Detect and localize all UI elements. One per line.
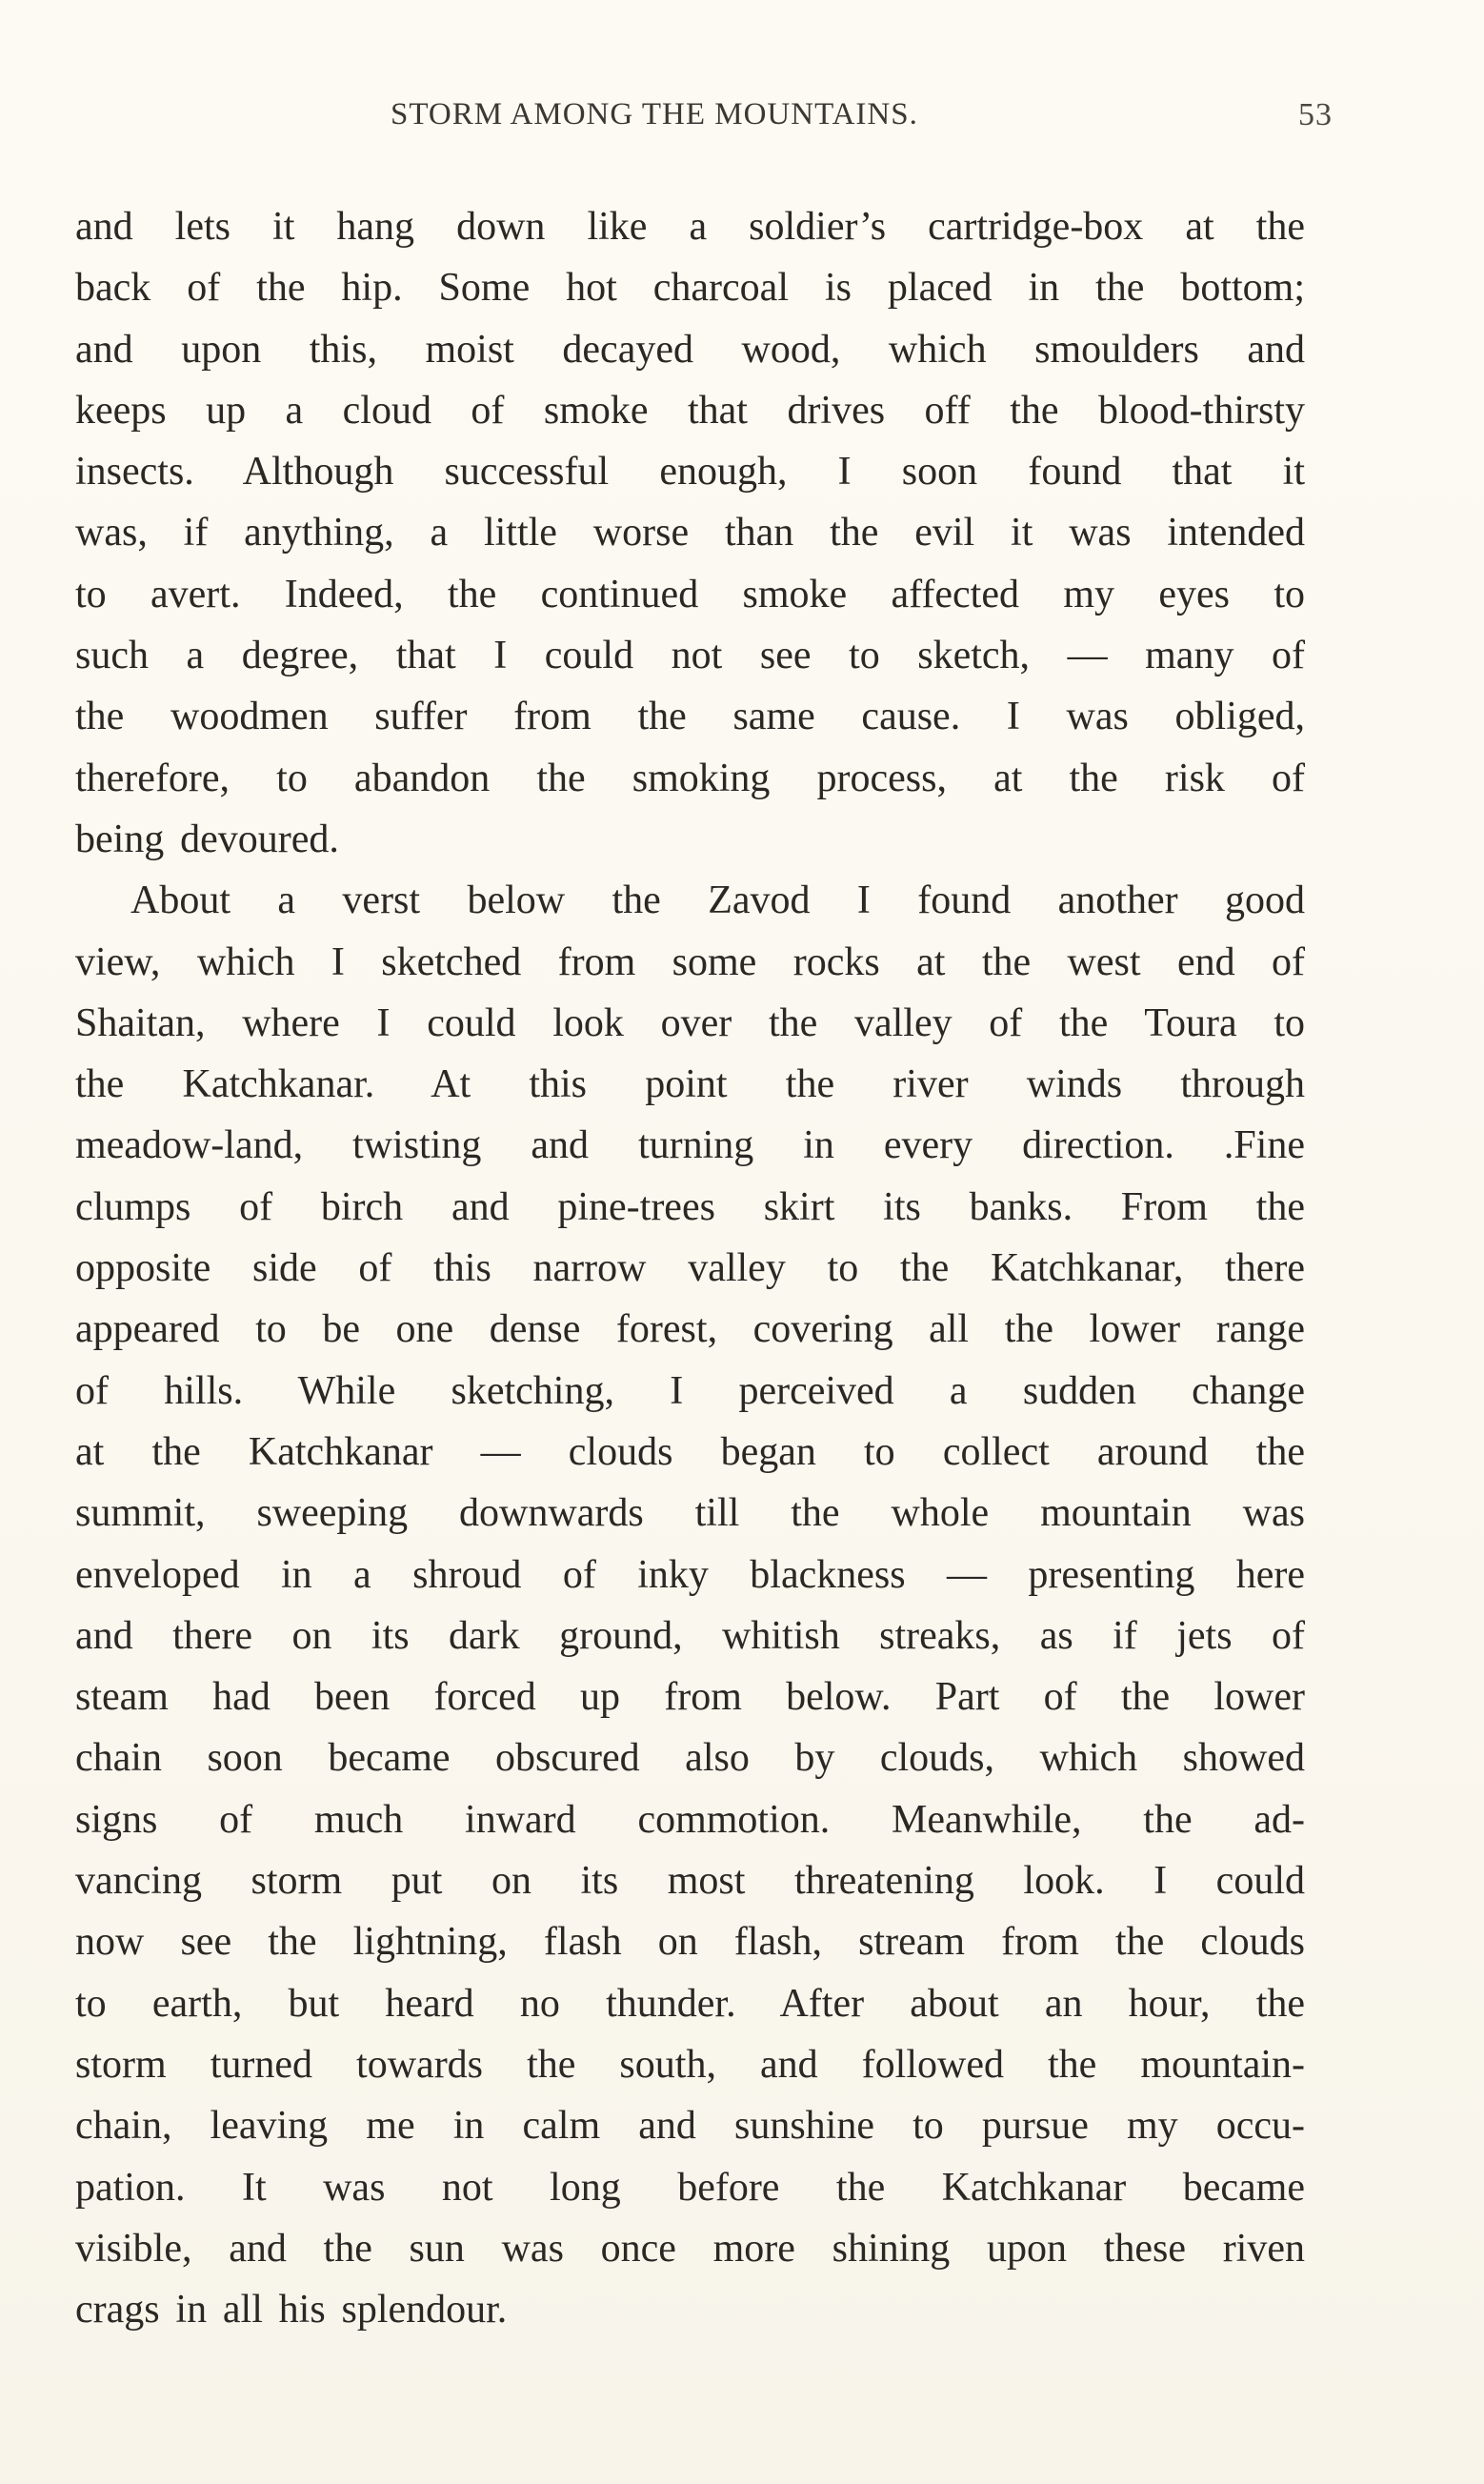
text-line: keeps up a cloud of smoke that drives off the blood-thirsty: [75, 388, 1305, 433]
text-line: About a verst below the Zavod I found another good: [130, 878, 1305, 923]
text-line: now see the lightning, flash on flash, stream from the clouds: [75, 1920, 1305, 1965]
text-line: storm turned towards the south, and followed the mountain-: [75, 2042, 1305, 2087]
text-line: vancing storm put on its most threatening look. I could: [75, 1859, 1305, 1904]
text-line: the woodmen suffer from the same cause. I was obliged,: [75, 695, 1305, 739]
text-line: and lets it hang down like a soldier’s cartridge-box at the: [75, 205, 1305, 249]
text-line: chain, leaving me in calm and sunshine to pursue my occu-: [75, 2104, 1305, 2149]
text-line: of hills. While sketching, I perceived a sudden change: [75, 1368, 1305, 1413]
text-line: such a degree, that I could not see to sketch, — many of: [75, 634, 1305, 678]
text-line: chain soon became obscured also by clouds, which showed: [75, 1736, 1305, 1781]
text-line: back of the hip. Some hot charcoal is placed in the bottom;: [75, 266, 1305, 311]
paragraph: [75, 870, 1305, 2340]
text-line: and upon this, moist decayed wood, which smoulders and: [75, 327, 1305, 372]
text-line: insects. Although successful enough, I soon found that it: [75, 450, 1305, 495]
text-line: meadow-land, twisting and turning in every direction. .Fine: [75, 1123, 1305, 1168]
text-line: clumps of birch and pine-trees skirt its banks. From the: [75, 1184, 1305, 1229]
text-line: being devoured.: [75, 817, 339, 861]
text-line: Shaitan, where I could look over the valley of the Toura to: [75, 1000, 1305, 1045]
text-line: therefore, to abandon the smoking process, at the risk of: [75, 756, 1305, 800]
body-text: [75, 196, 1305, 2340]
text-line: signs of much inward commotion. Meanwhile, the ad-: [75, 1797, 1305, 1842]
text-line: pation. It was not long before the Katchkanar became: [75, 2165, 1305, 2210]
text-line: the Katchkanar. At this point the river winds through: [75, 1062, 1305, 1107]
text-line: opposite side of this narrow valley to the Katchkanar, there: [75, 1246, 1305, 1291]
text-line: was, if anything, a little worse than the evil it was intended: [75, 511, 1305, 555]
text-line: and there on its dark ground, whitish streaks, as if jets of: [75, 1613, 1305, 1658]
paragraph: [75, 196, 1305, 870]
text-line: steam had been forced up from below. Part of the lower: [75, 1675, 1305, 1720]
text-line: at the Katchkanar — clouds began to collect around the: [75, 1429, 1305, 1474]
text-line: visible, and the sun was once more shining upon these riven: [75, 2226, 1305, 2271]
page-number: 53: [1298, 97, 1333, 132]
text-line: summit, sweeping downwards till the whole mountain was: [75, 1491, 1305, 1536]
text-line: view, which I sketched from some rocks at the west end of: [75, 939, 1305, 984]
text-line: to avert. Indeed, the continued smoke affected my eyes to: [75, 572, 1305, 616]
text-line: appeared to be one dense forest, covering all the lower range: [75, 1307, 1305, 1352]
running-title: STORM AMONG THE MOUNTAINS.: [391, 97, 918, 131]
text-line: crags in all his splendour.: [75, 2288, 508, 2333]
text-line: to earth, but heard no thunder. After about an hour, the: [75, 1981, 1305, 2026]
running-header: [371, 97, 1333, 141]
text-line: enveloped in a shroud of inky blackness — presenting here: [75, 1552, 1305, 1597]
